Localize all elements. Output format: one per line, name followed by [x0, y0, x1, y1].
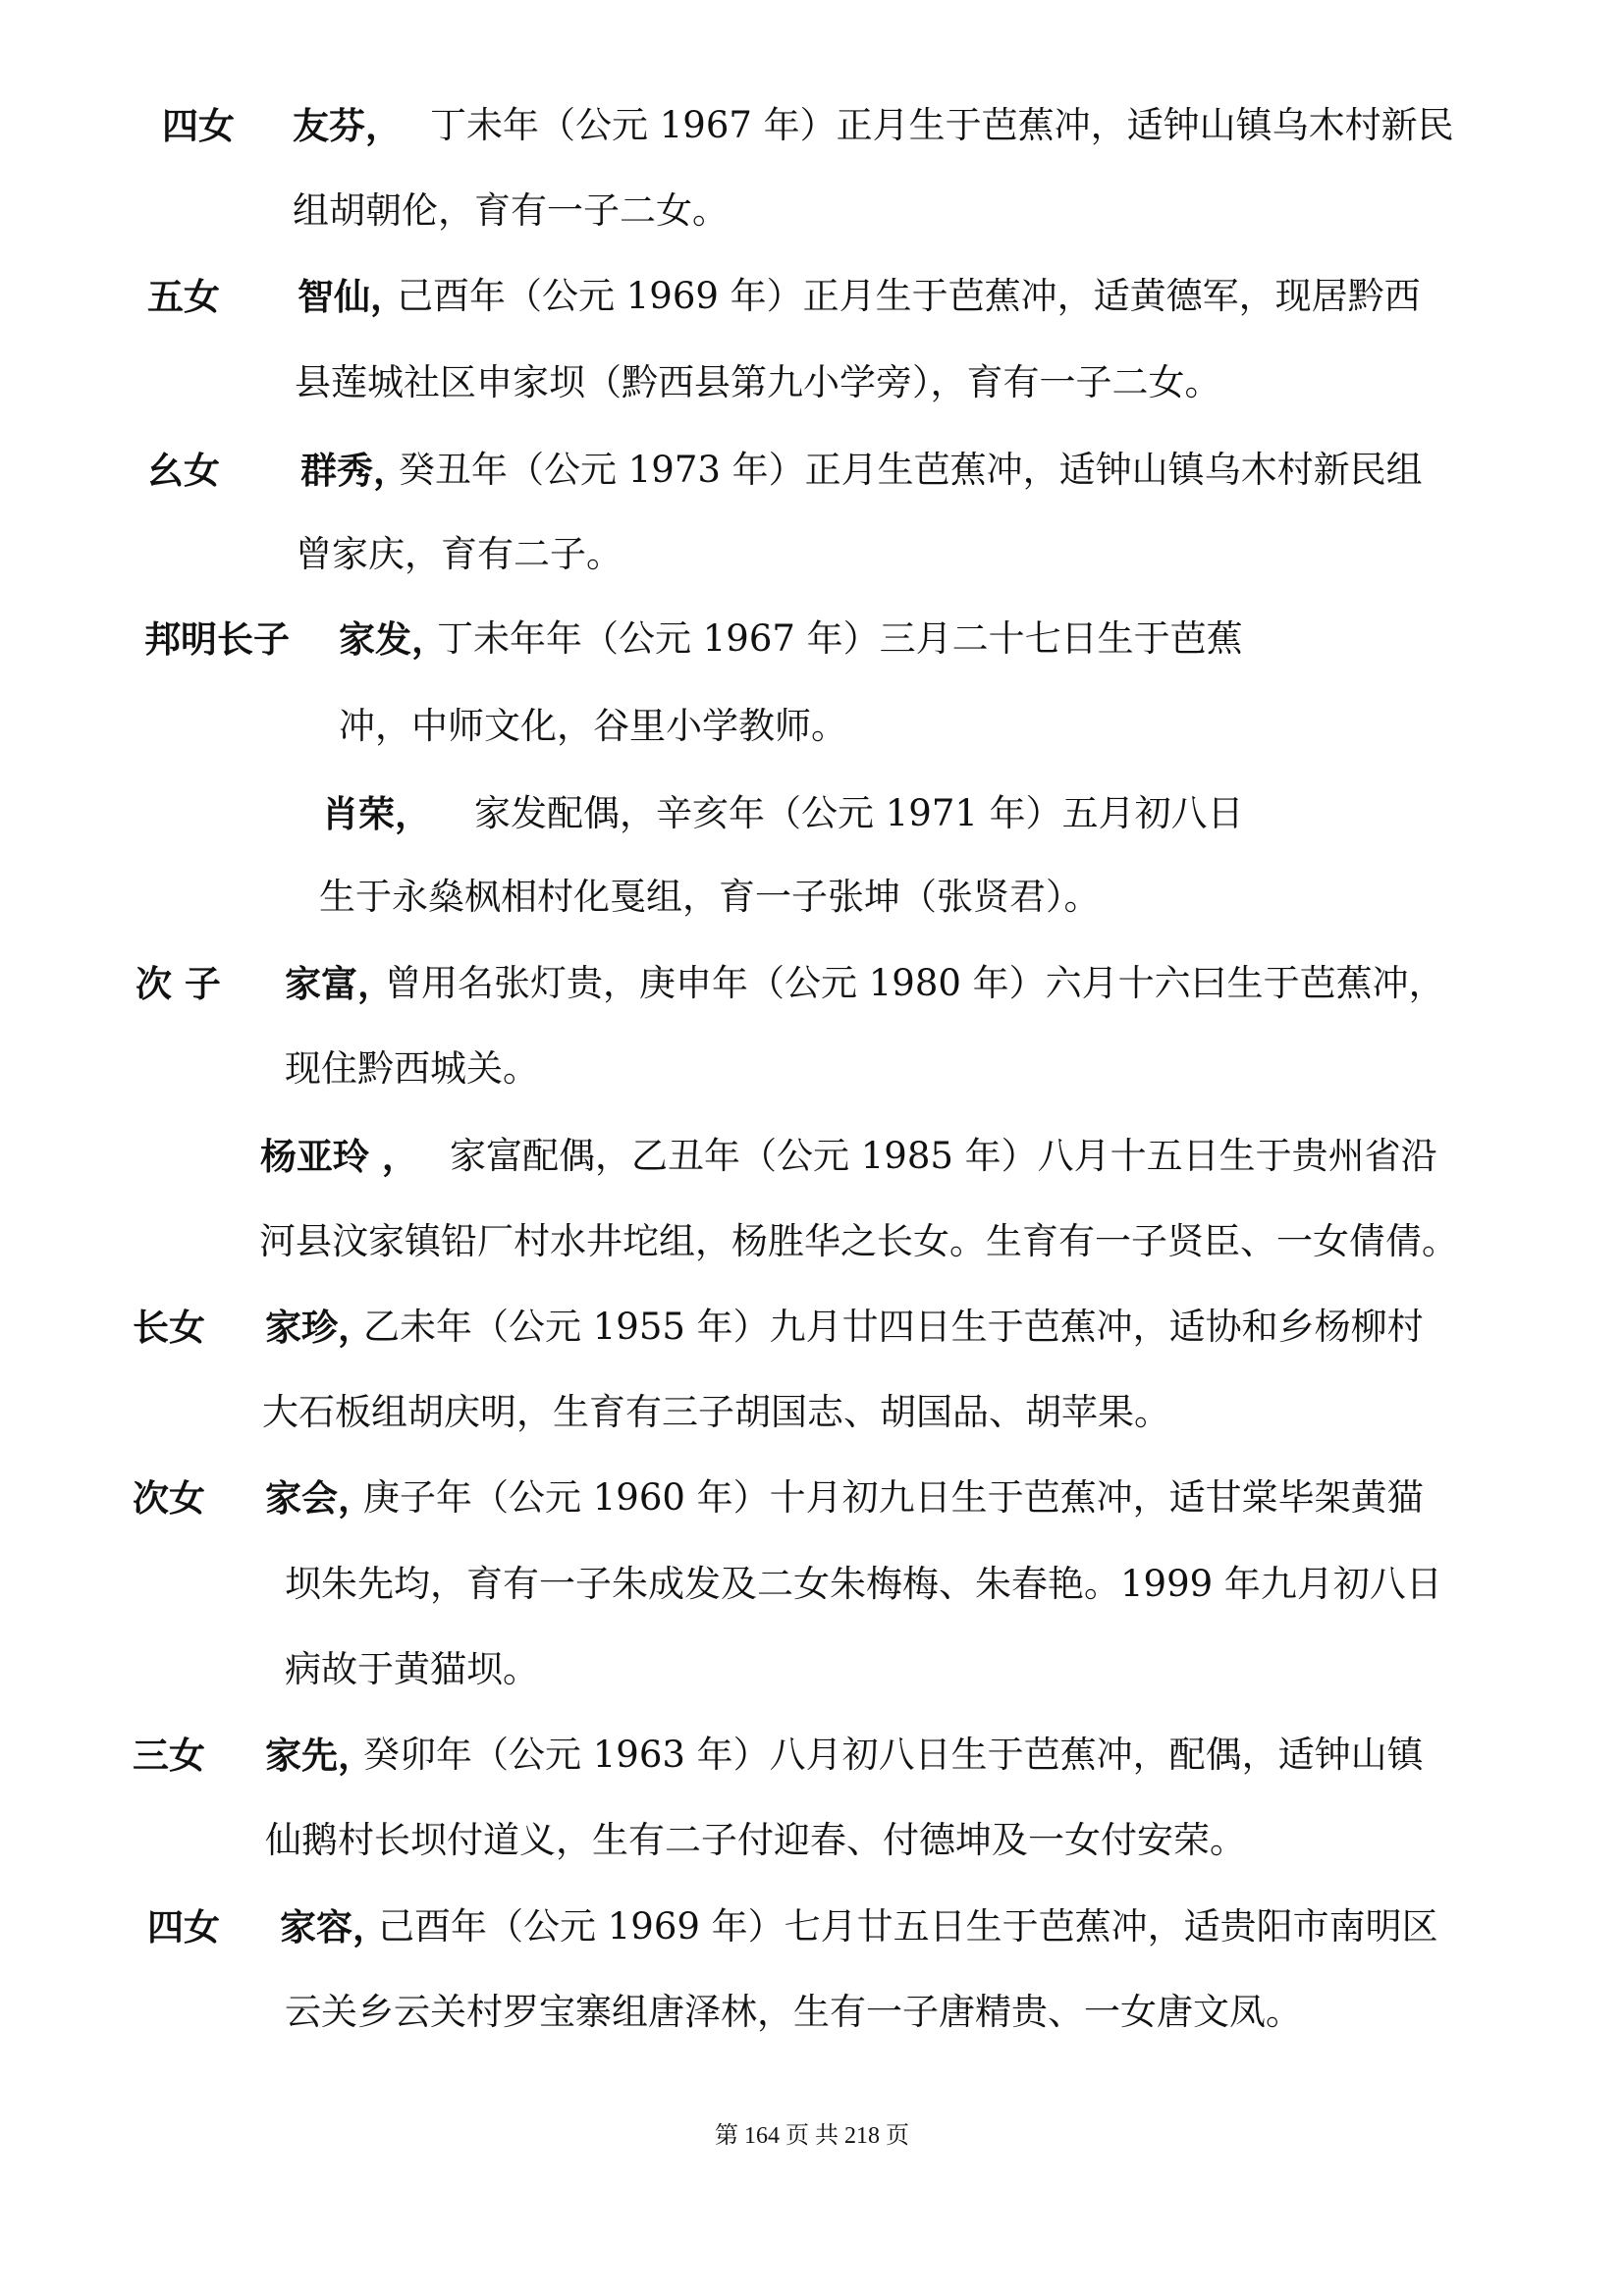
entry-relation: 四女: [162, 104, 235, 147]
entry-name: 智仙，: [298, 275, 406, 318]
entry-name: 家珍，: [265, 1306, 374, 1349]
entry-text-cont: 冲，中师文化，谷里小学教师。: [339, 705, 847, 747]
entry-text: 己酉年（公元 1969 年）正月生于芭蕉冲，适黄德军，现居黔西: [397, 275, 1421, 317]
entry-text-cont: 坝朱先均，育有一子朱成发及二女朱梅梅、朱春艳。1999 年九月初八日: [285, 1563, 1442, 1605]
entry-text: 丁未年年（公元 1967 年）三月二十七日生于芭蕉: [437, 617, 1243, 660]
entry-relation: 长女: [133, 1306, 205, 1349]
entry-relation: 四女: [147, 1905, 220, 1949]
entry-name: 家富，: [285, 962, 394, 1005]
entry-text-cont: 大石板组胡庆明，生育有三子胡国志、胡国品、胡苹果。: [262, 1391, 1170, 1433]
entry-relation: 次 子: [135, 962, 221, 1005]
entry-name: 杨亚玲 ，: [260, 1135, 418, 1178]
entry-text: 癸卯年（公元 1963 年）八月初八日生于芭蕉冲，配偶，适钟山镇: [363, 1734, 1424, 1776]
entry-name: 家先，: [265, 1734, 374, 1777]
entry-name: 群秀，: [300, 449, 409, 492]
entry-text: 己酉年（公元 1969 年）七月廿五日生于芭蕉冲，适贵阳市南明区: [378, 1905, 1438, 1948]
entry-text-cont: 曾家庆，育有二子。: [296, 533, 623, 575]
entry-text-cont: 云关乡云关村罗宝寨组唐泽林，生有一子唐精贵、一女唐文凤。: [285, 1991, 1302, 2033]
entry-name: 友芬，: [293, 104, 402, 147]
entry-text: 曾用名张灯贵，庚申年（公元 1980 年）六月十六曰生于芭蕉冲，: [385, 962, 1445, 1004]
entry-text-cont: 县莲城社区申家坝（黔西县第九小学旁），育有一子二女。: [295, 361, 1221, 403]
entry-text: 癸丑年（公元 1973 年）正月生芭蕉冲，适钟山镇乌木村新民组: [399, 449, 1423, 491]
entry-text: 家发配偶，辛亥年（公元 1971 年）五月初八日: [474, 792, 1244, 834]
entry-relation: 三女: [133, 1734, 205, 1777]
entry-text-cont: 仙鹅村长坝付道义，生有二子付迎春、付德坤及一女付安荣。: [265, 1819, 1246, 1861]
entry-text-cont: 生于永燊枫相村化戛组，育一子张坤（张贤君）。: [319, 876, 1101, 918]
entry-relation: 五女: [147, 275, 220, 318]
entry-text: 庚子年（公元 1960 年）十月初九日生于芭蕉冲，适甘棠毕架黄猫: [363, 1476, 1424, 1519]
entry-text-cont: 组胡朝伦，育有一子二女。: [293, 189, 729, 232]
entry-name: 家容，: [280, 1905, 389, 1949]
entry-text: 家富配偶，乙丑年（公元 1985 年）八月十五日生于贵州省沿: [450, 1135, 1437, 1177]
entry-name: 家会，: [265, 1476, 374, 1520]
entry-relation: 邦明长子: [144, 617, 290, 661]
entry-name: 肖荣，: [322, 792, 431, 835]
entry-text-cont: 现住黔西城关。: [285, 1047, 539, 1090]
entry-relation: 次女: [133, 1476, 205, 1520]
entry-text: 乙未年（公元 1955 年）九月廿四日生于芭蕉冲，适协和乡杨柳村: [363, 1306, 1424, 1348]
entry-name: 家发，: [339, 617, 448, 661]
entry-text: 丁未年（公元 1967 年）正月生于芭蕉冲，适钟山镇乌木村新民: [430, 104, 1454, 146]
entry-text-cont: 病故于黄猫坝。: [285, 1648, 539, 1690]
entry-relation: 幺女: [147, 449, 220, 492]
page-footer: 第 164 页 共 218 页: [715, 2123, 909, 2149]
entry-text-cont: 河县汶家镇铅厂村水井坨组，杨胜华之长女。生育有一子贤臣、一女倩倩。: [259, 1220, 1458, 1262]
